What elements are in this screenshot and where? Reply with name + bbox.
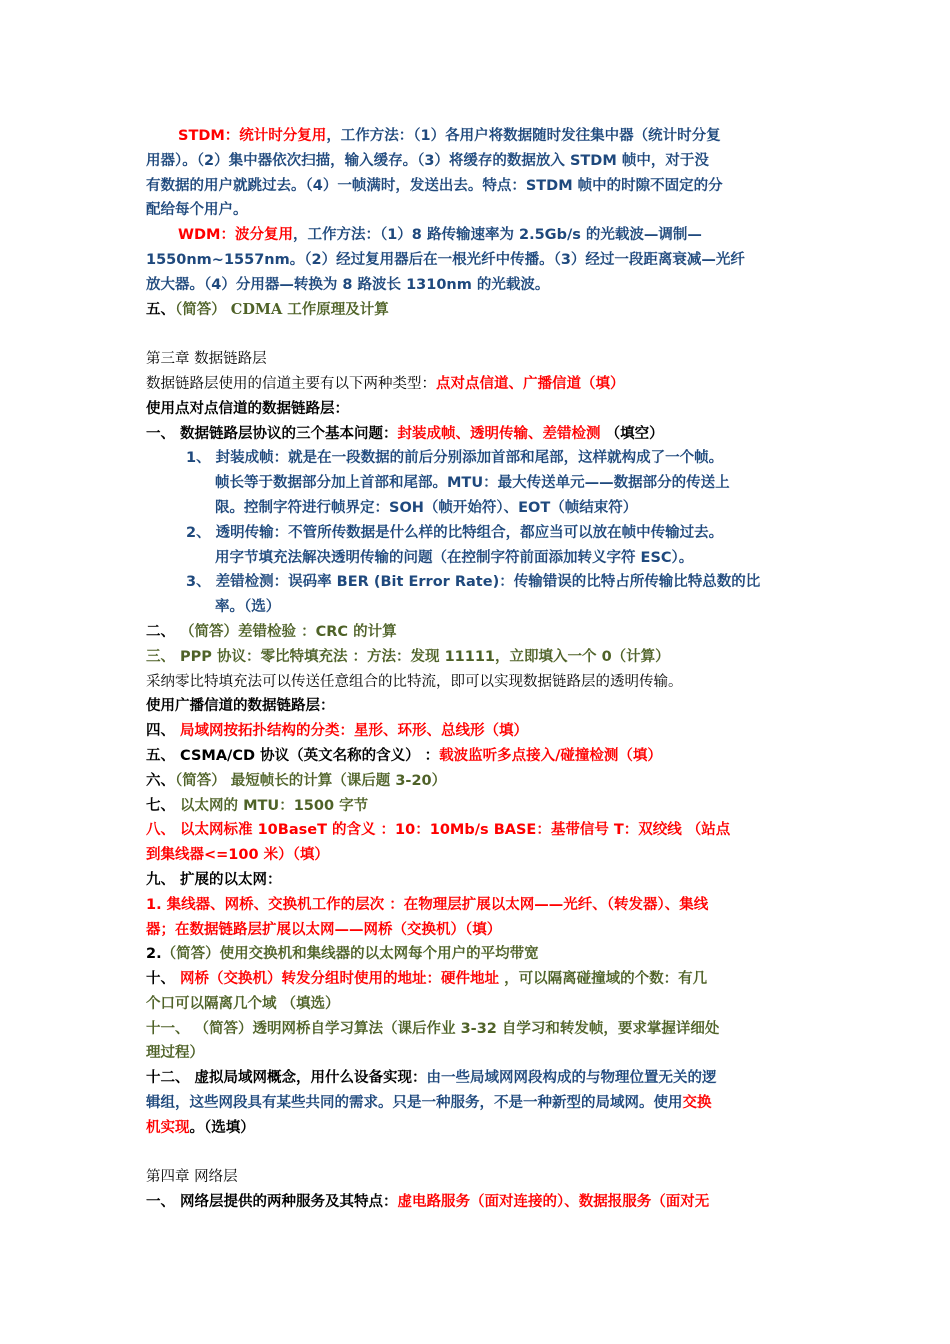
chapter-3-title: 第三章 数据链路层: [146, 351, 267, 368]
section-3: 三、 PPP 协议：零比特填充法 ：方法：发现 11111，立即填入一个 0（计算）: [146, 648, 670, 665]
section-9-item-1-line-1: 1. 集线器、网桥、交换机工作的层次 ：在物理层扩展以太网——光纤、（转发器）、集线: [146, 896, 709, 913]
section-1-item-2-line-1: 2、 透明传输：不管所传数据是什么样的比特组合，都应当可以放在帧中传输过去。: [186, 524, 724, 541]
section-9-item-2: 2.（简答）使用交换机和集线器的以太网每个用户的平均带宽: [146, 946, 539, 963]
section-10-line-2: 个口可以隔离几个域 （填选）: [146, 995, 340, 1012]
broadcast-heading: 使用广播信道的数据链路层：: [146, 698, 335, 715]
section-1-item-1-line-1: 1、 封装成帧：就是在一段数据的前后分别添加首部和尾部，这样就构成了一个帧。: [186, 450, 724, 467]
stdm-line-1: STDM：统计时分复用，工作方法：（1）各用户将数据随时发往集中器（统计时分复: [178, 128, 721, 144]
spacer: [146, 322, 808, 347]
section-9: 九、 扩展的以太网：: [146, 871, 282, 888]
stdm-line-4: 配给每个用户。: [146, 202, 248, 219]
wdm-line-1: WDM：波分复用，工作方法：（1）8 路传输速率为 2.5Gb/s 的光载波—调制—: [178, 227, 702, 244]
wdm-line-2: 1550nm~1557nm。（2）经过复用器后在一根光纤中传播。（3）经过一段距离衰减—光纤: [146, 251, 745, 268]
section-10-line-1: 十、 网桥（交换机）转发分组时使用的地址：硬件地址 ，可以隔离碰撞域的个数：有几: [146, 971, 708, 988]
document-page: [146, 124, 808, 1215]
stdm-line-3: 有数据的用户就跳过去。（4）一帧满时，发送出去。特点：STDM 帧中的时隙不固定的分: [146, 177, 723, 194]
p2p-heading: 使用点对点信道的数据链路层：: [146, 400, 349, 417]
stdm-term: STDM：统计时分复用: [178, 128, 327, 144]
section-11-line-2: 理过程）: [146, 1045, 204, 1062]
section-5: 五、 CSMA/CD 协议（英文名称的含义） ：载波监听多点接入/碰撞检测（填）: [146, 747, 662, 764]
section-8-line-2: 到集线器<=100 米）（填）: [146, 847, 329, 864]
section-12-line-1: 十二、 虚拟局域网概念，用什么设备实现：由一些局域网网段构成的与物理位置无关的逻: [146, 1070, 717, 1087]
section-12-line-2: 辑组，这些网段具有某些共同的需求。只是一种服务，不是一种新型的局域网。使用交换: [146, 1095, 712, 1112]
section-five-cdma: 五、（简答） CDMA 工作原理及计算: [146, 300, 389, 318]
section-1-item-2-line-2: 用字节填充法解决透明传输的问题（在控制字符前面添加转义字符 ESC）。: [215, 549, 694, 566]
section-12-line-3: 机实现。（选填）: [146, 1119, 255, 1136]
chapter-4-title: 第四章 网络层: [146, 1169, 238, 1186]
wdm-term: WDM：波分复用: [178, 227, 293, 244]
section-1-item-1-line-2: 帧长等于数据部分加上首部和尾部。MTU：最大传送单元——数据部分的传送上: [215, 475, 730, 492]
section-6: 六、（简答） 最短帧长的计算（课后题 3-20）: [146, 772, 447, 789]
section-11-line-1: 十一、 （简答）透明网桥自学习算法（课后作业 3-32 自学习和转发帧，要求掌握详细处: [146, 1020, 720, 1037]
section-2: 二、 （简答）差错检验 ：CRC 的计算: [146, 623, 397, 640]
section-4: 四、 局域网按拓扑结构的分类：星形、环形、总线形（填）: [146, 723, 529, 740]
stdm-line-2: 用器）。（2）集中器依次扫描，输入缓存。（3）将缓存的数据放入 STDM 帧中，对于没: [146, 152, 709, 169]
wdm-line-3: 放大器。（4）分用器—转换为 8 路波长 1310nm 的光载波。: [146, 276, 550, 293]
section-1: 一、 数据链路层协议的三个基本问题：封装成帧、透明传输、差错检测 （填空）: [146, 425, 664, 442]
section-1-item-3-line-1: 3、 差错检测：误码率 BER (Bit Error Rate)：传输错误的比特占所传输比特总数的比: [186, 574, 761, 591]
network-section-1: 一、 网络层提供的两种服务及其特点：虚电路服务（面对连接的）、数据报服务（面对无: [146, 1194, 710, 1211]
section-3-note: 采纳零比特填充法可以传送任意组合的比特流，即可以实现数据链路层的透明传输。: [146, 673, 683, 690]
section-7: 七、 以太网的 MTU：1500 字节: [146, 797, 369, 814]
section-1-item-1-line-3: 限。控制字符进行帧界定：SOH（帧开始符）、EOT（帧结束符）: [215, 499, 638, 516]
spacer: [146, 1141, 808, 1166]
section-8-line-1: 八、 以太网标准 10BaseT 的含义 ：10：10Mb/s BASE：基带信号 T：双绞线 （站点: [146, 822, 731, 839]
section-1-item-3-line-2: 率。（选）: [215, 599, 281, 616]
section-9-item-1-line-2: 器；在数据链路层扩展以太网——网桥（交换机）（填）: [146, 921, 502, 938]
chapter-3-intro: 数据链路层使用的信道主要有以下两种类型：点对点信道、广播信道（填）: [146, 375, 625, 392]
